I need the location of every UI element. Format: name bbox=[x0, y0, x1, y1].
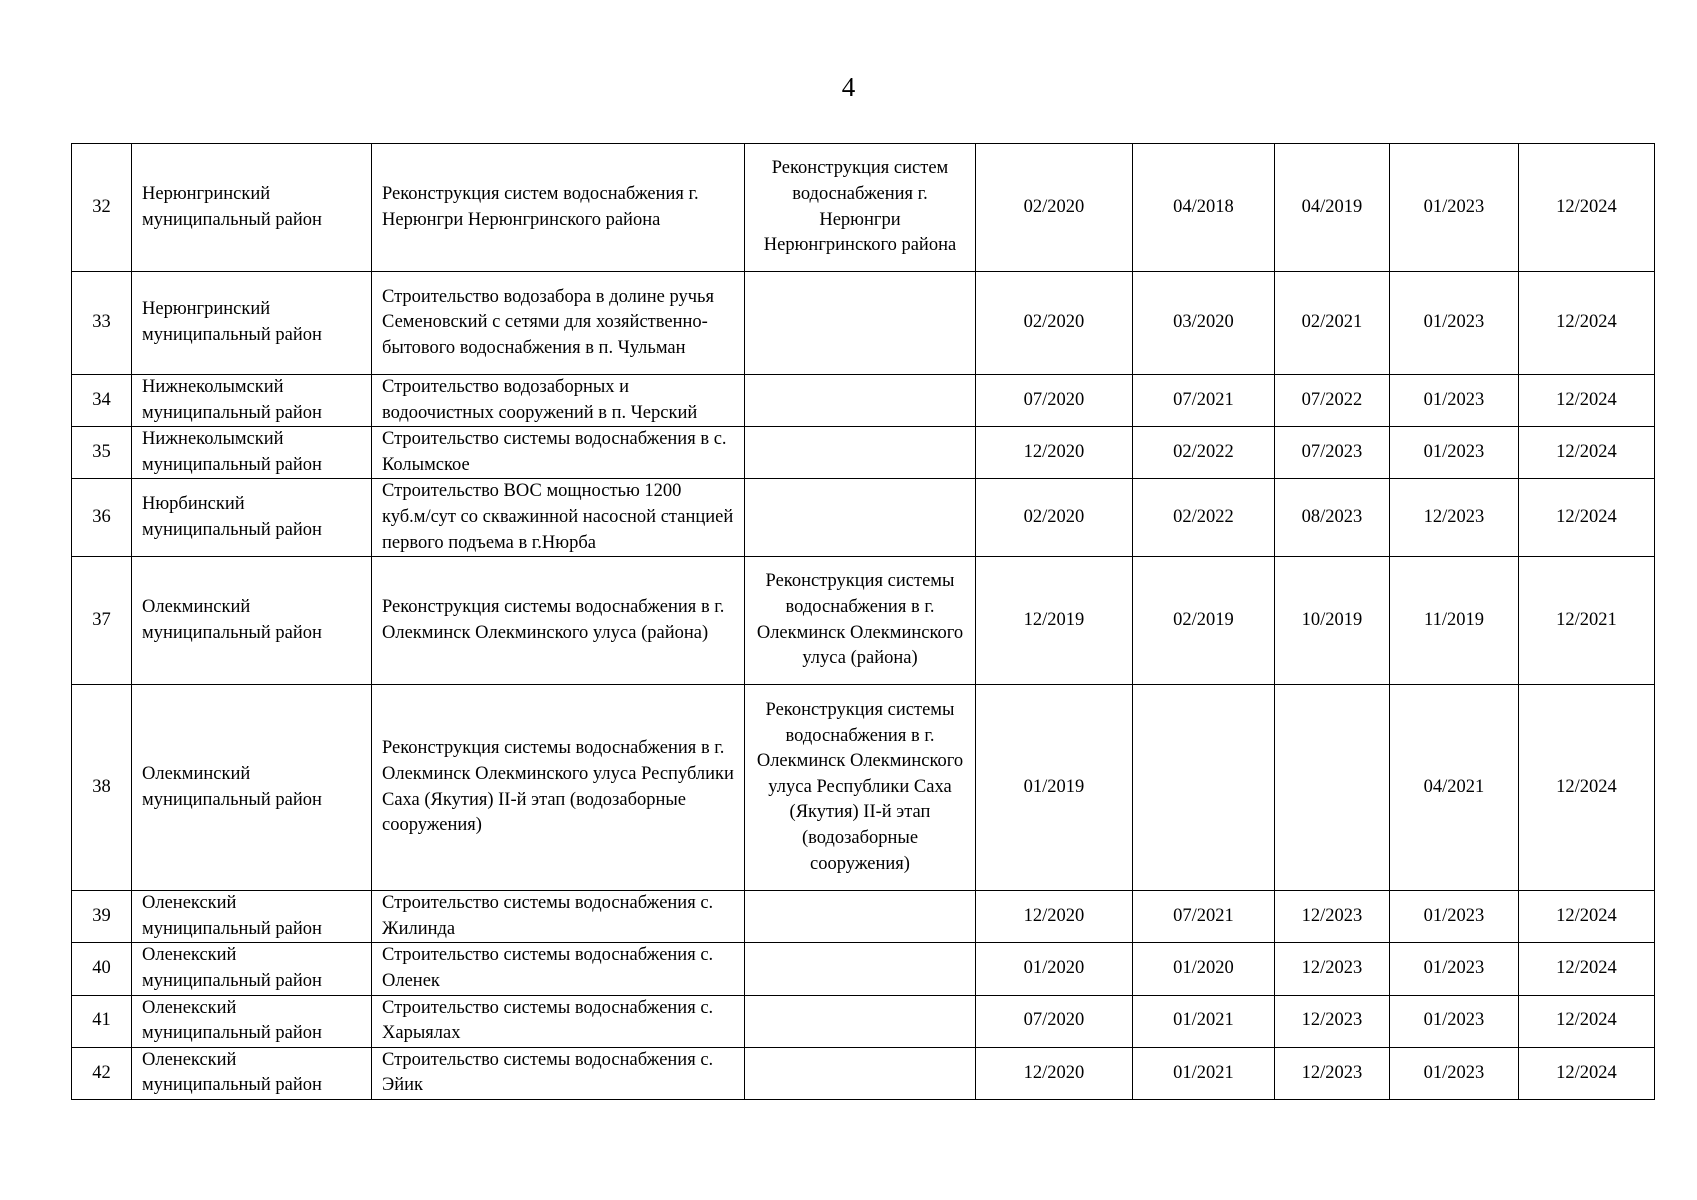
district-cell: Нижнеколымский муниципальный район bbox=[132, 375, 372, 427]
table-row bbox=[72, 685, 1655, 891]
date-cell-1: 01/2019 bbox=[976, 685, 1133, 891]
date-cell-2: 01/2020 bbox=[1133, 943, 1275, 995]
date-cell-2: 07/2021 bbox=[1133, 375, 1275, 427]
date-cell-5: 12/2024 bbox=[1519, 427, 1655, 479]
object-name-cell: Строительство системы водоснабжения в с. Колымское bbox=[372, 427, 745, 479]
object-name-cell: Строительство водозабора в долине ручья Семеновский с сетями для хозяйственно-бытового водоснабжения в п. Чульман bbox=[372, 272, 745, 375]
date-cell-1: 12/2020 bbox=[976, 1047, 1133, 1099]
schedule-table bbox=[71, 143, 1655, 1100]
row-number-cell: 42 bbox=[72, 1047, 132, 1099]
object-name-cell: Строительство водозаборных и водоочистных сооружений в п. Черский bbox=[372, 375, 745, 427]
district-cell: Оленекский муниципальный район bbox=[132, 943, 372, 995]
date-cell-1: 12/2020 bbox=[976, 891, 1133, 943]
object-name-cell: Реконструкция систем водоснабжения г. Нерюнгри Нерюнгринского района bbox=[372, 144, 745, 272]
date-cell-2: 07/2021 bbox=[1133, 891, 1275, 943]
row-number-cell: 39 bbox=[72, 891, 132, 943]
row-number-cell: 37 bbox=[72, 557, 132, 685]
row-number-cell: 34 bbox=[72, 375, 132, 427]
object-name-cell: Строительство системы водоснабжения с. Эйик bbox=[372, 1047, 745, 1099]
district-cell: Оленекский муниципальный район bbox=[132, 891, 372, 943]
project-cell bbox=[745, 427, 976, 479]
table-row bbox=[72, 557, 1655, 685]
date-cell-4: 01/2023 bbox=[1390, 1047, 1519, 1099]
row-number-cell: 32 bbox=[72, 144, 132, 272]
date-cell-5: 12/2024 bbox=[1519, 144, 1655, 272]
date-cell-4: 12/2023 bbox=[1390, 479, 1519, 557]
project-cell bbox=[745, 479, 976, 557]
page-number: 4 bbox=[841, 72, 856, 102]
table-row bbox=[72, 943, 1655, 995]
table-row bbox=[72, 272, 1655, 375]
date-cell-2: 04/2018 bbox=[1133, 144, 1275, 272]
row-number-cell: 41 bbox=[72, 995, 132, 1047]
table-row bbox=[72, 479, 1655, 557]
date-cell-4: 01/2023 bbox=[1390, 144, 1519, 272]
project-cell: Реконструкция систем водоснабжения г. Нерюнгри Нерюнгринского района bbox=[745, 144, 976, 272]
date-cell-2: 01/2021 bbox=[1133, 1047, 1275, 1099]
row-number-cell: 40 bbox=[72, 943, 132, 995]
date-cell-5: 12/2024 bbox=[1519, 479, 1655, 557]
date-cell-2: 02/2019 bbox=[1133, 557, 1275, 685]
date-cell-1: 07/2020 bbox=[976, 375, 1133, 427]
project-cell bbox=[745, 1047, 976, 1099]
date-cell-3: 08/2023 bbox=[1275, 479, 1390, 557]
table-body bbox=[72, 144, 1655, 1100]
date-cell-2: 01/2021 bbox=[1133, 995, 1275, 1047]
date-cell-2: 02/2022 bbox=[1133, 479, 1275, 557]
date-cell-5: 12/2024 bbox=[1519, 1047, 1655, 1099]
date-cell-5: 12/2024 bbox=[1519, 375, 1655, 427]
date-cell-1: 02/2020 bbox=[976, 144, 1133, 272]
date-cell-5: 12/2024 bbox=[1519, 891, 1655, 943]
project-cell bbox=[745, 375, 976, 427]
row-number-cell: 35 bbox=[72, 427, 132, 479]
object-name-cell: Строительство ВОС мощностью 1200 куб.м/сут со скважинной насосной станцией первого подъема в г.Нюрба bbox=[372, 479, 745, 557]
object-name-cell: Строительство системы водоснабжения с. Жилинда bbox=[372, 891, 745, 943]
table-row bbox=[72, 375, 1655, 427]
project-cell bbox=[745, 891, 976, 943]
project-cell: Реконструкция системы водоснабжения в г. Олекминск Олекминского улуса (района) bbox=[745, 557, 976, 685]
date-cell-3: 07/2023 bbox=[1275, 427, 1390, 479]
date-cell-3: 12/2023 bbox=[1275, 891, 1390, 943]
table-row bbox=[72, 427, 1655, 479]
table-row bbox=[72, 891, 1655, 943]
date-cell-5: 12/2024 bbox=[1519, 943, 1655, 995]
object-name-cell: Реконструкция системы водоснабжения в г. Олекминск Олекминского улуса (района) bbox=[372, 557, 745, 685]
date-cell-5: 12/2024 bbox=[1519, 685, 1655, 891]
date-cell-3: 12/2023 bbox=[1275, 995, 1390, 1047]
district-cell: Олекминский муниципальный район bbox=[132, 685, 372, 891]
date-cell-4: 01/2023 bbox=[1390, 272, 1519, 375]
date-cell-3: 10/2019 bbox=[1275, 557, 1390, 685]
row-number-cell: 36 bbox=[72, 479, 132, 557]
project-cell bbox=[745, 943, 976, 995]
table-row bbox=[72, 995, 1655, 1047]
date-cell-2: 03/2020 bbox=[1133, 272, 1275, 375]
date-cell-3 bbox=[1275, 685, 1390, 891]
date-cell-3: 07/2022 bbox=[1275, 375, 1390, 427]
date-cell-2: 02/2022 bbox=[1133, 427, 1275, 479]
date-cell-4: 01/2023 bbox=[1390, 427, 1519, 479]
date-cell-1: 12/2020 bbox=[976, 427, 1133, 479]
date-cell-4: 04/2021 bbox=[1390, 685, 1519, 891]
project-cell bbox=[745, 272, 976, 375]
project-cell: Реконструкция системы водоснабжения в г. Олекминск Олекминского улуса Республики Саха (Якутия) II-й этап (водозаборные сооружения) bbox=[745, 685, 976, 891]
date-cell-3: 12/2023 bbox=[1275, 943, 1390, 995]
district-cell: Нерюнгринский муниципальный район bbox=[132, 272, 372, 375]
date-cell-3: 04/2019 bbox=[1275, 144, 1390, 272]
date-cell-3: 02/2021 bbox=[1275, 272, 1390, 375]
date-cell-4: 11/2019 bbox=[1390, 557, 1519, 685]
date-cell-1: 01/2020 bbox=[976, 943, 1133, 995]
date-cell-4: 01/2023 bbox=[1390, 891, 1519, 943]
object-name-cell: Реконструкция системы водоснабжения в г. Олекминск Олекминского улуса Республики Саха (Якутия) II-й этап (водозаборные сооружения) bbox=[372, 685, 745, 891]
date-cell-1: 07/2020 bbox=[976, 995, 1133, 1047]
date-cell-5: 12/2024 bbox=[1519, 272, 1655, 375]
date-cell-2 bbox=[1133, 685, 1275, 891]
date-cell-1: 02/2020 bbox=[976, 479, 1133, 557]
district-cell: Оленекский муниципальный район bbox=[132, 995, 372, 1047]
object-name-cell: Строительство системы водоснабжения с. Харыялах bbox=[372, 995, 745, 1047]
date-cell-4: 01/2023 bbox=[1390, 995, 1519, 1047]
date-cell-1: 12/2019 bbox=[976, 557, 1133, 685]
project-cell bbox=[745, 995, 976, 1047]
date-cell-4: 01/2023 bbox=[1390, 375, 1519, 427]
district-cell: Нерюнгринский муниципальный район bbox=[132, 144, 372, 272]
date-cell-3: 12/2023 bbox=[1275, 1047, 1390, 1099]
district-cell: Нюрбинский муниципальный район bbox=[132, 479, 372, 557]
row-number-cell: 33 bbox=[72, 272, 132, 375]
date-cell-1: 02/2020 bbox=[976, 272, 1133, 375]
object-name-cell: Строительство системы водоснабжения с. Оленек bbox=[372, 943, 745, 995]
row-number-cell: 38 bbox=[72, 685, 132, 891]
date-cell-5: 12/2021 bbox=[1519, 557, 1655, 685]
district-cell: Олекминский муниципальный район bbox=[132, 557, 372, 685]
district-cell: Оленекский муниципальный район bbox=[132, 1047, 372, 1099]
district-cell: Нижнеколымский муниципальный район bbox=[132, 427, 372, 479]
table-row bbox=[72, 1047, 1655, 1099]
table-row bbox=[72, 144, 1655, 272]
date-cell-4: 01/2023 bbox=[1390, 943, 1519, 995]
date-cell-5: 12/2024 bbox=[1519, 995, 1655, 1047]
